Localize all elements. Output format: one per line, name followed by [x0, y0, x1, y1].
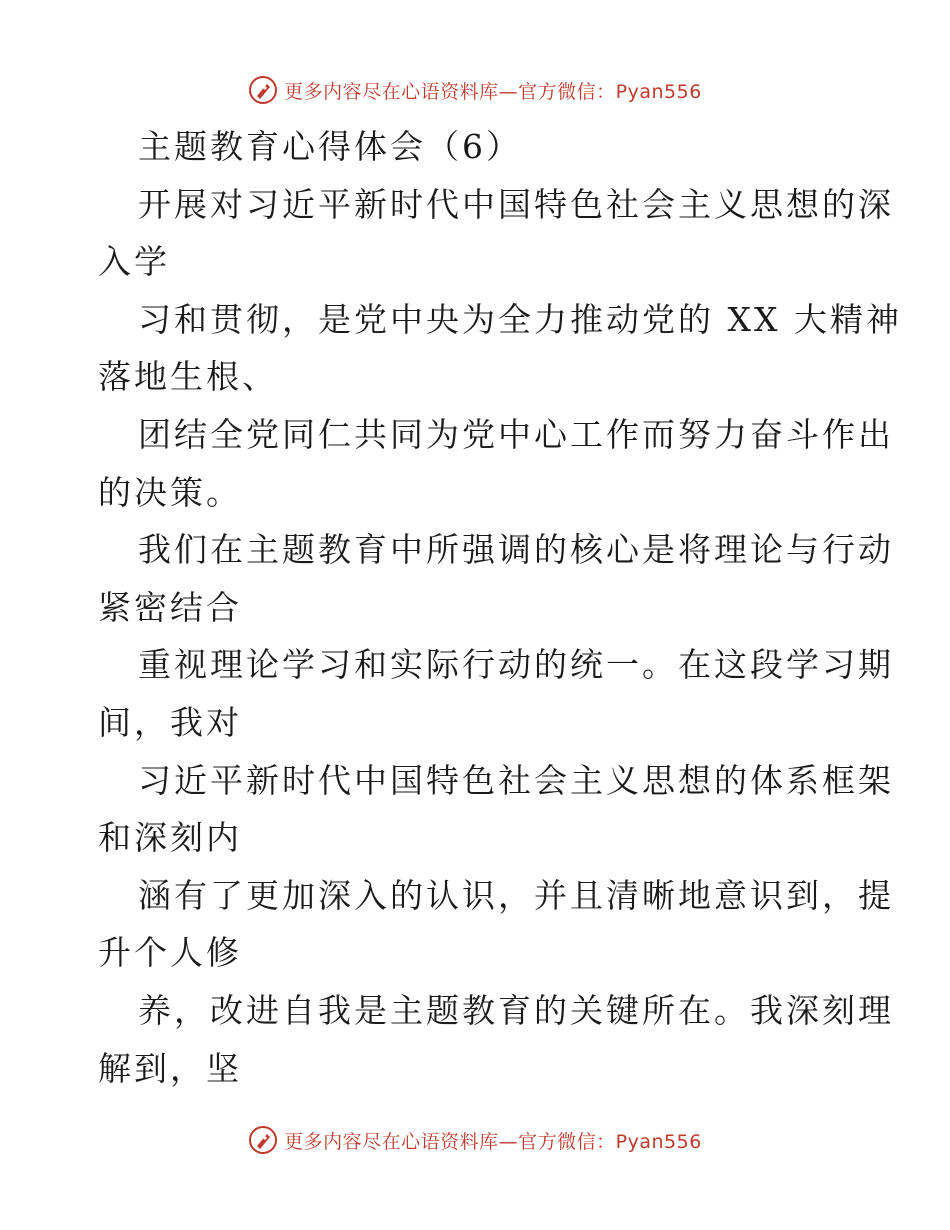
paragraph-line: 习和贯彻，是党中央为全力推动党的 XX 大精神 [138, 299, 902, 339]
header-banner [0, 70, 950, 110]
paragraph-line: 和深刻内 [98, 818, 242, 858]
footer-banner [0, 1120, 950, 1160]
banner-text: 更多内容尽在心语资料库—官方微信：Pyan556 [284, 1130, 702, 1153]
paragraph-line: 入学 [98, 242, 170, 282]
paragraph-line: 落地生根、 [98, 357, 278, 397]
paragraph-line: 重视理论学习和实际行动的统一。在这段学习期 [138, 645, 894, 685]
document-title: 主题教育心得体会（6） [138, 127, 522, 166]
paragraph-line: 涵有了更加深入的认识，并且清晰地意识到，提 [138, 875, 894, 915]
paragraph-line: 我们在主题教育中所强调的核心是将理论与行动 [138, 530, 894, 570]
paragraph-line: 紧密结合 [98, 587, 242, 627]
paragraph-line: 习近平新时代中国特色社会主义思想的体系框架 [138, 760, 894, 800]
pen-nib-logo-icon [248, 75, 278, 105]
pen-nib-logo-icon [248, 1125, 278, 1155]
banner-text: 更多内容尽在心语资料库—官方微信：Pyan556 [284, 80, 702, 103]
paragraph-line: 间，我对 [98, 702, 242, 742]
paragraph-line: 的决策。 [98, 472, 242, 512]
paragraph-line: 养，改进自我是主题教育的关键所在。我深刻理 [138, 990, 894, 1030]
paragraph-line: 解到，坚 [98, 1048, 242, 1088]
document-body [98, 118, 902, 1097]
paragraph-line: 开展对习近平新时代中国特色社会主义思想的深 [138, 184, 894, 224]
paragraph-line: 团结全党同仁共同为党中心工作而努力奋斗作出 [138, 414, 894, 454]
paragraph-line: 升个人修 [98, 933, 242, 973]
